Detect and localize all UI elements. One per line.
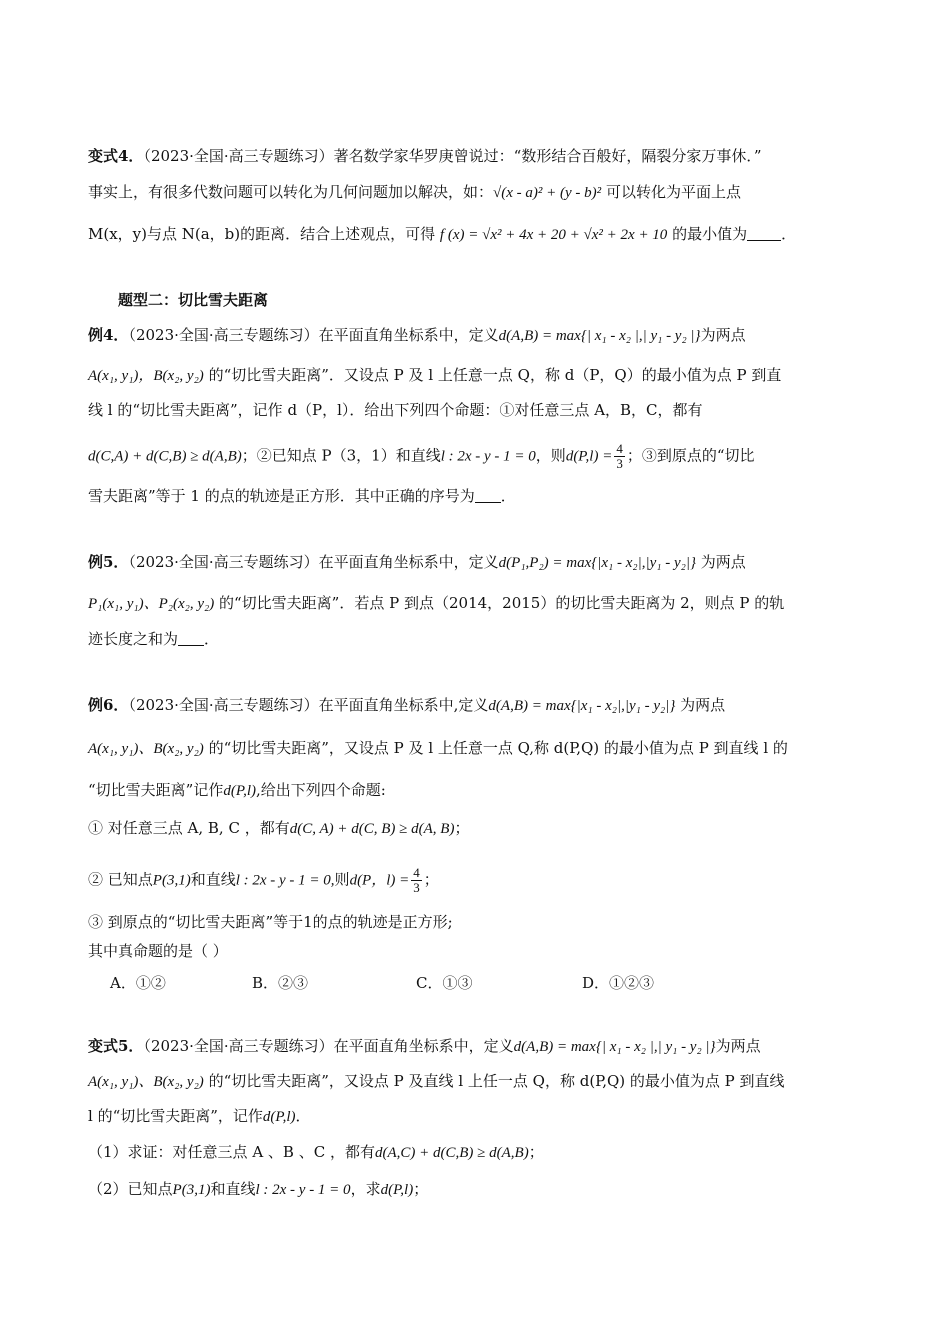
example5-line2: P₁(x₁, y₁)、P₂(x₂, y₂) 的“切比雪夫距离”．若点 P 到点（2014，2015）的切比雪夫距离为 2，则点 P 的轨 <box>88 594 785 612</box>
example4-formula-ineq: d(C,A) + d(C,B) ≥ d(A,B) <box>88 448 242 465</box>
example4-line1: 例4．（2023·全国·高三专题练习）在平面直角坐标系中，定义d(A,B) = max{| x₁ - x₂ |,| y₁ - y₂ |}为两点 <box>88 326 746 344</box>
example4-formula-points: A(x₁, y₁)，B(x₂, y₂) <box>88 368 204 384</box>
variant4-formula-f: f (x) = √x² + 4x + 20 + √x² + 2x + 10 <box>439 227 668 243</box>
variant4-line3: M(x，y)与点 N(a，b)的距离．结合上述观点，可得 f (x) = √x² + 4x + 20 + √x² + 2x + 10 的最小值为 ． <box>88 225 797 243</box>
answer-blank <box>178 631 204 646</box>
example4-line2: A(x₁, y₁)，B(x₂, y₂) 的“切比雪夫距离”．又设点 P 及 l 上任意一点 Q，称 d（P，Q）的最小值为点 P 到直 <box>88 366 782 384</box>
example6-formula-dpl2: d(P，l) = <box>349 872 410 889</box>
option-d: D．①②③ <box>582 974 655 992</box>
variant5-label: 变式5． <box>88 1037 144 1055</box>
example6-line3: “切比雪夫距离”记作d(P,l),给出下列四个命题: <box>88 781 386 799</box>
variant5-formula-points: A(x₁, y₁)、B(x₂, y₂) <box>88 1074 204 1090</box>
variant5-formula-def: d(A,B) = max{| x₁ - x₂ |,| y₁ - y₂ |} <box>513 1039 716 1055</box>
option-b: B．②③ <box>252 974 309 992</box>
example4-formula-dpl: d(P,l) = <box>565 448 613 465</box>
variant4-line2: 事实上，有很多代数问题可以转化为几何问题加以解决，如：√(x - a)² + (y - b)² 可以转化为平面上点 <box>88 183 741 201</box>
example6-line1: 例6．（2023·全国·高三专题练习）在平面直角坐标系中,定义d(A,B) = max{|x₁ - x₂|,|y₁ - y₂|} 为两点 <box>88 696 726 714</box>
answer-blank <box>475 488 501 503</box>
example4-label: 例4． <box>88 326 129 344</box>
fraction-4-3: $\frac{4}{3}$ <box>413 865 420 895</box>
variant5-line3: l 的“切比雪夫距离”，记作d(P,l)． <box>88 1107 311 1125</box>
example6-formula-dpl: d(P,l) <box>223 783 256 799</box>
example6-formula-line: l : 2x - y - 1 = 0, <box>235 872 335 889</box>
variant5-formula-line: l : 2x - y - 1 = 0 <box>255 1182 351 1198</box>
example5-formula-points: P₁(x₁, y₁)、P₂(x₂, y₂) <box>88 596 215 612</box>
variant5-line1: 变式5．（2023·全国·高三专题练习）在平面直角坐标系中，定义d(A,B) = max{| x₁ - x₂ |,| y₁ - y₂ |}为两点 <box>88 1037 761 1055</box>
example6-prop2: ② 已知点P(3,1)和直线l : 2x - y - 1 = 0,则d(P，l) = $\frac{4}{3}$ ； <box>88 865 439 895</box>
example6-formula-points: A(x₁, y₁)、B(x₂, y₂) <box>88 741 204 757</box>
answer-blank <box>747 226 781 241</box>
example4-line5: 雪夫距离”等于 1 的点的轨迹是正方形．其中正确的序号为 ． <box>88 487 516 505</box>
example6-prop1: ① 对任意三点 A, B, C ，都有d(C, A) + d(C, B) ≥ d(A, B)； <box>88 819 470 837</box>
example5-line1: 例5．（2023·全国·高三专题练习）在平面直角坐标系中，定义d(P₁,P₂) = max{|x₁ - x₂|,|y₁ - y₂|} 为两点 <box>88 553 746 571</box>
example4-formula-def: d(A,B) = max{| x₁ - x₂ |,| y₁ - y₂ |} <box>498 328 701 344</box>
example5-label: 例5． <box>88 553 129 571</box>
example5-line3: 迹长度之和为 ． <box>88 630 220 648</box>
variant4-line1: 变式4．（2023·全国·高三专题练习）著名数学家华罗庚曾说过：“数形结合百般好，隔裂分家万事休．” <box>88 147 762 165</box>
example6-label: 例6． <box>88 696 129 714</box>
example5-formula-def: d(P₁,P₂) = max{|x₁ - x₂|,|y₁ - y₂|} <box>498 555 696 571</box>
example6-question: 其中真命题的是（ ） <box>88 942 228 960</box>
section-heading: 题型二：切比雪夫距离 <box>118 291 269 309</box>
example4-line3: 线 l 的“切比雪夫距离”，记作 d（P，l）．给出下列四个命题：①对任意三点 A，B，C，都有 <box>88 401 703 419</box>
variant4-label: 变式4． <box>88 147 144 165</box>
fraction-4-3: $\frac{4}{3}$ <box>616 441 623 471</box>
variant5-formula-ineq: d(A,C) + d(C,B) ≥ d(A,B) <box>374 1145 529 1161</box>
example4-formula-line: l : 2x - y - 1 = 0 <box>440 448 536 465</box>
option-c: C．①③ <box>416 974 473 992</box>
example6-formula-ineq: d(C, A) + d(C, B) ≥ d(A, B) <box>289 821 455 837</box>
variant5-formula-point: P(3,1) <box>172 1182 211 1198</box>
variant4-formula-sqrt: √(x - a)² + (y - b)² <box>493 185 602 201</box>
example6-formula-point: P(3,1) <box>152 872 191 889</box>
example4-line4: d(C,A) + d(C,B) ≥ d(A,B)；②已知点 P（3，1）和直线l : 2x - y - 1 = 0，则d(P,l) = $\frac{4}{3}$ ；③到原点的“切比 <box>88 441 755 471</box>
example6-line2: A(x₁, y₁)、B(x₂, y₂) 的“切比雪夫距离”，又设点 P 及 l 上任意一点 Q,称 d(P,Q) 的最小值为点 P 到直线 l 的 <box>88 739 788 757</box>
variant5-part2: （2）已知点P(3,1)和直线l : 2x - y - 1 = 0，求d(P,l)； <box>88 1180 429 1198</box>
option-a: A．①② <box>110 974 166 992</box>
variant5-part1: （1）求证：对任意三点 A 、B 、C ，都有d(A,C) + d(C,B) ≥ d(A,B)； <box>88 1143 544 1161</box>
variant5-line2: A(x₁, y₁)、B(x₂, y₂) 的“切比雪夫距离”，又设点 P 及直线 l 上任一点 Q，称 d(P,Q) 的最小值为点 P 到直线 <box>88 1072 785 1090</box>
example6-formula-def: d(A,B) = max{|x₁ - x₂|,|y₁ - y₂|} <box>488 698 676 714</box>
variant5-formula-dpl: d(P,l) <box>262 1109 296 1125</box>
example6-prop3: ③ 到原点的“切比雪夫距离”等于1的点的轨迹是正方形; <box>88 913 453 931</box>
variant5-formula-dpl2: d(P,l) <box>380 1182 414 1198</box>
